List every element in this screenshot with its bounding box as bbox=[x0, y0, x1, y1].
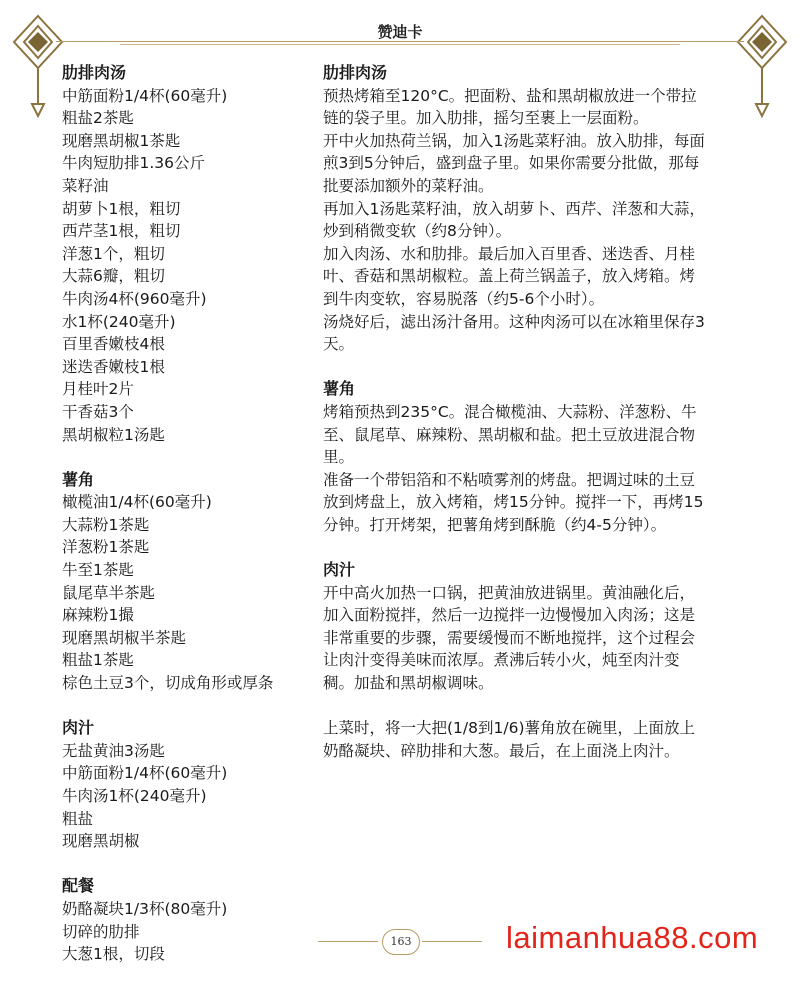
section-title: 配餐 bbox=[62, 876, 95, 896]
instruction-line: 烤箱预热到235°C。混合橄榄油、大蒜粉、洋葱粉、牛 bbox=[323, 402, 697, 421]
ingredients-column bbox=[62, 62, 302, 966]
section-gap bbox=[62, 446, 302, 469]
instruction-line: 奶酪凝块、碎肋排和大葱。最后，在上面浇上肉汁。 bbox=[323, 741, 680, 760]
ingredient-line: 粗盐1茶匙 bbox=[62, 651, 134, 670]
instruction-line: 炒到稍微变软（约8分钟）。 bbox=[323, 222, 512, 241]
instruction-line: 叶、香菇和黑胡椒粒。盖上荷兰锅盖子，放入烤箱。烤 bbox=[323, 267, 696, 286]
ingredient-line: 黑胡椒粒1汤匙 bbox=[62, 425, 165, 444]
instruction-line: 再加入1汤匙菜籽油，放入胡萝卜、西芹、洋葱和大蒜， bbox=[323, 199, 705, 218]
instruction-line: 加入面粉搅拌，然后一边搅拌一边慢慢加入肉汤；这是 bbox=[323, 606, 696, 625]
ingredient-line: 百里香嫩枝4根 bbox=[62, 335, 165, 354]
instruction-line: 链的袋子里。加入肋排，摇匀至裹上一层面粉。 bbox=[323, 109, 649, 128]
ingredient-line: 奶酪凝块1/3杯(80毫升) bbox=[62, 899, 228, 918]
ingredient-line: 大葱1根，切段 bbox=[62, 945, 165, 964]
ingredient-line: 中筋面粉1/4杯(60毫升) bbox=[62, 86, 228, 105]
instruction-line: 到牛肉变软，容易脱落（约5-6个小时）。 bbox=[323, 289, 605, 308]
ingredient-line: 干香菇3个 bbox=[62, 402, 134, 421]
instruction-line: 里。 bbox=[323, 448, 355, 467]
ingredients-section-broth bbox=[62, 62, 302, 446]
ingredients-section-gravy bbox=[62, 717, 302, 853]
page-number-rule-right bbox=[422, 941, 482, 942]
instruction-line: 开中火加热荷兰锅，加入1汤匙菜籽油。放入肋排，每面 bbox=[323, 131, 705, 150]
instruction-line: 至、鼠尾草、麻辣粉、黑胡椒和盐。把土豆放进混合物 bbox=[323, 425, 696, 444]
instruction-line: 开中高火加热一口锅，把黄油放进锅里。黄油融化后， bbox=[323, 583, 696, 602]
instruction-line: 预热烤箱至120°C。把面粉、盐和黑胡椒放进一个带拉 bbox=[323, 86, 697, 105]
ingredients-section-wedges bbox=[62, 469, 302, 695]
ingredient-line: 现磨黑胡椒1茶匙 bbox=[62, 131, 181, 150]
instruction-line: 煎3到5分钟后，盛到盘子里。如果你需要分批做，那每 bbox=[323, 154, 700, 173]
instructions-section-broth bbox=[323, 62, 743, 356]
ingredient-line: 牛至1茶匙 bbox=[62, 561, 134, 580]
ingredient-line: 橄榄油1/4杯(60毫升) bbox=[62, 493, 212, 512]
ingredient-line: 月桂叶2片 bbox=[62, 380, 134, 399]
page-number-rule-left bbox=[318, 941, 378, 942]
section-gap bbox=[323, 356, 743, 379]
ingredient-line: 鼠尾草半茶匙 bbox=[62, 583, 156, 602]
section-gap bbox=[323, 695, 743, 718]
section-gap bbox=[62, 853, 302, 876]
instruction-line: 非常重要的步骤，需要缓慢而不断地搅拌，这个过程会 bbox=[323, 628, 696, 647]
page-number: 163 bbox=[382, 929, 420, 955]
section-title: 肋排肉汤 bbox=[62, 63, 127, 82]
instruction-line: 准备一个带铝箔和不粘喷雾剂的烤盘。把调过味的土豆 bbox=[323, 470, 696, 489]
instruction-line: 放到烤盘上，放入烤箱，烤15分钟。搅拌一下，再烤15 bbox=[323, 493, 704, 512]
ingredient-line: 迷迭香嫩枝1根 bbox=[62, 357, 165, 376]
ingredient-line: 粗盐 bbox=[62, 809, 94, 828]
instructions-column bbox=[323, 62, 743, 762]
ingredient-line: 粗盐2茶匙 bbox=[62, 109, 134, 128]
ingredient-line: 现磨黑胡椒半茶匙 bbox=[62, 628, 187, 647]
instruction-line: 分钟。打开烤架，把薯角烤到酥脆（约4-5分钟）。 bbox=[323, 515, 667, 534]
ingredient-line: 中筋面粉1/4杯(60毫升) bbox=[62, 764, 228, 783]
instruction-line: 汤烧好后，滤出汤汁备用。这种肉汤可以在冰箱里保存3 bbox=[323, 312, 705, 331]
instruction-line: 加入肉汤、水和肋排。最后加入百里香、迷迭香、月桂 bbox=[323, 244, 696, 263]
ingredient-line: 麻辣粉1撮 bbox=[62, 606, 134, 625]
section-title: 肋排肉汤 bbox=[323, 63, 388, 82]
ingredient-line: 现磨黑胡椒 bbox=[62, 832, 140, 851]
ingredient-line: 大蒜粉1茶匙 bbox=[62, 515, 150, 534]
instruction-line: 稠。加盐和黑胡椒调味。 bbox=[323, 674, 494, 693]
ingredient-line: 菜籽油 bbox=[62, 176, 109, 195]
ingredient-line: 牛肉汤1杯(240毫升) bbox=[62, 787, 207, 805]
instruction-line: 天。 bbox=[323, 335, 355, 354]
instruction-line: 批要添加额外的菜籽油。 bbox=[323, 176, 494, 195]
section-title: 肉汁 bbox=[323, 560, 356, 580]
section-title: 肉汁 bbox=[62, 718, 95, 738]
page-header-title: 赞迪卡 bbox=[377, 23, 423, 41]
instruction-line: 让肉汁变得美味而浓厚。煮沸后转小火，炖至肉汁变 bbox=[323, 651, 680, 670]
ingredient-line: 牛肉短肋排1.36公斤 bbox=[62, 154, 206, 173]
ingredient-line: 洋葱粉1茶匙 bbox=[62, 538, 150, 557]
section-gap bbox=[62, 695, 302, 718]
section-title: 薯角 bbox=[62, 469, 95, 489]
ingredient-line: 牛肉汤4杯(960毫升) bbox=[62, 289, 207, 308]
header-divider bbox=[56, 41, 744, 42]
instructions-section-gravy bbox=[323, 559, 743, 695]
instruction-line: 上菜时，将一大把(1/8到1/6)薯角放在碗里，上面放上 bbox=[323, 719, 695, 738]
ingredient-line: 洋葱1个，粗切 bbox=[62, 244, 165, 263]
ingredient-line: 胡萝卜1根，粗切 bbox=[62, 199, 181, 218]
ingredient-line: 水1杯(240毫升) bbox=[62, 312, 176, 331]
ingredient-line: 切碎的肋排 bbox=[62, 922, 140, 941]
section-gap bbox=[323, 536, 743, 559]
instructions-section-wedges bbox=[323, 378, 743, 536]
ingredient-line: 无盐黄油3汤匙 bbox=[62, 741, 165, 760]
ingredient-line: 西芹茎1根，粗切 bbox=[62, 222, 181, 241]
instructions-section-serving bbox=[323, 717, 743, 762]
ingredient-line: 棕色土豆3个，切成角形或厚条 bbox=[62, 674, 274, 693]
header-divider-secondary bbox=[120, 44, 680, 45]
section-title: 薯角 bbox=[323, 379, 356, 399]
ingredient-line: 大蒜6瓣，粗切 bbox=[62, 267, 165, 286]
watermark: laimanhua88.com bbox=[506, 920, 759, 955]
ingredients-section-serving bbox=[62, 875, 302, 965]
